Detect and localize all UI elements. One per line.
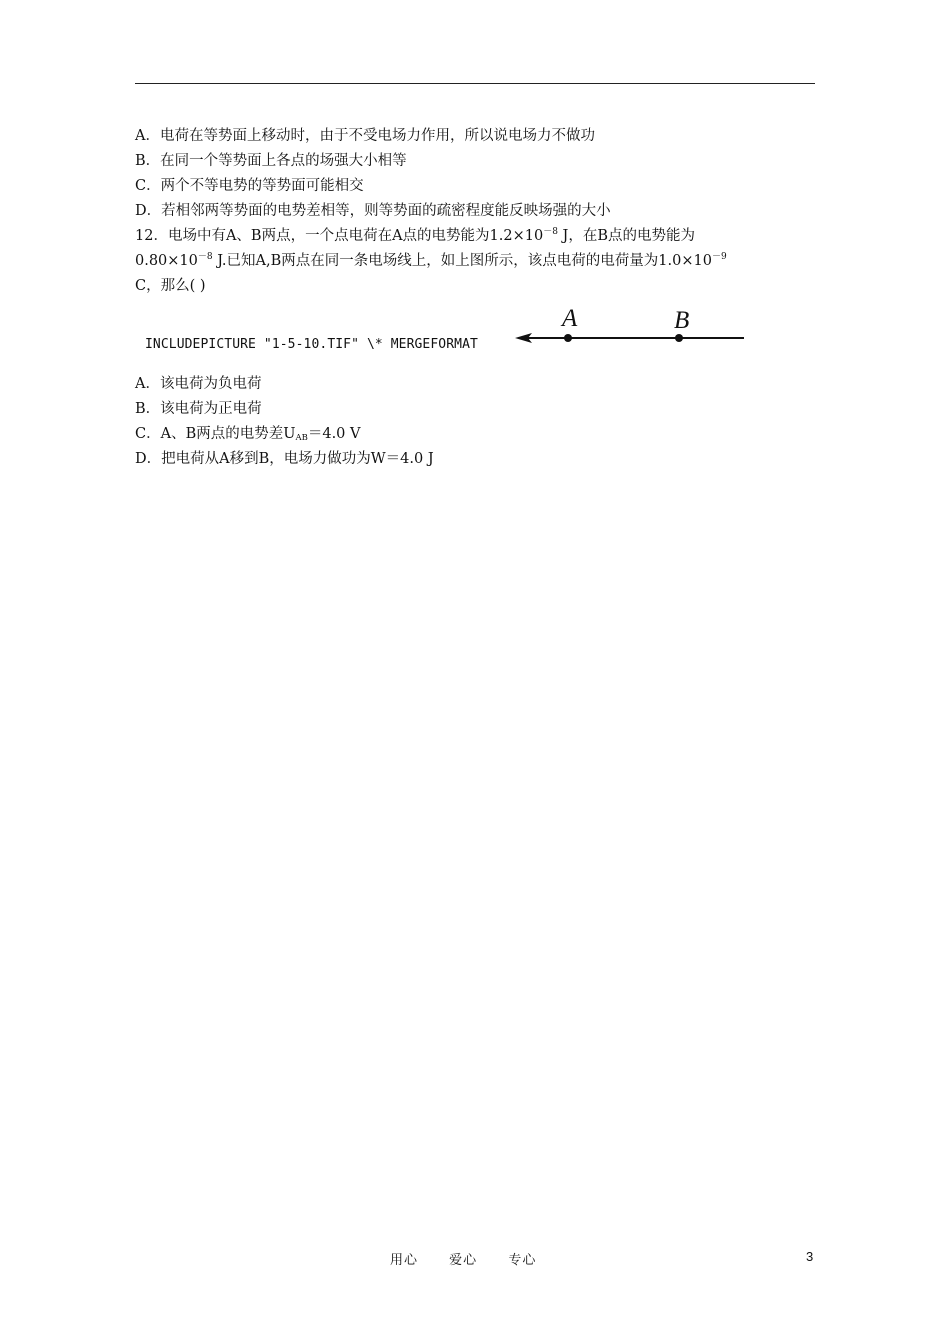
option-12-b: B．该电荷为正电荷 <box>135 401 262 417</box>
option-11-d: D．若相邻两等势面的电势差相等，则等势面的疏密程度能反映场强的大小 <box>135 203 611 219</box>
header-rule <box>135 83 815 84</box>
page-number: 3 <box>806 1249 814 1264</box>
footer-word-3: 专心 <box>508 1253 537 1268</box>
option-12-d: D．把电荷从A移到B，电场力做功为W＝4.0 J <box>135 451 434 467</box>
question-12-line-2: $0.80\times 10^{-8}$ J.已知A,B两点在同一条电场线上，如上图所示，该点电荷的电荷量为$1.0\times 10^{-9}$ <box>135 252 727 269</box>
option-12-c: C．A、B两点的电势差$U_{AB}=4.0$ V <box>135 426 361 443</box>
point-a <box>564 334 572 342</box>
option-11-b: B．在同一个等势面上各点的场强大小相等 <box>135 153 407 169</box>
question-12-line-3: C，那么( ) <box>135 278 206 294</box>
option-11-a: A．电荷在等势面上移动时，由于不受电场力作用，所以说电场力不做功 <box>135 128 595 144</box>
question-12-line-1: 12．电场中有A、B两点，一个点电荷在A点的电势能为$1.2\times 10^{-8}$ J，在B点的电势能为 <box>135 227 696 244</box>
option-11-c: C．两个不等电势的等势面可能相交 <box>135 178 364 194</box>
option-12-a: A．该电荷为负电荷 <box>135 376 262 392</box>
footer-word-1: 用心 <box>390 1253 419 1268</box>
field-code-text: INCLUDEPICTURE "1-5-10.TIF" \* MERGEFORMAT <box>145 337 478 352</box>
point-b <box>675 334 683 342</box>
label-b: B <box>674 307 690 334</box>
footer-motto <box>390 1249 562 1268</box>
label-a: A <box>562 305 578 332</box>
footer-word-2: 爱心 <box>449 1253 478 1268</box>
electric-field-line-figure <box>510 298 750 358</box>
